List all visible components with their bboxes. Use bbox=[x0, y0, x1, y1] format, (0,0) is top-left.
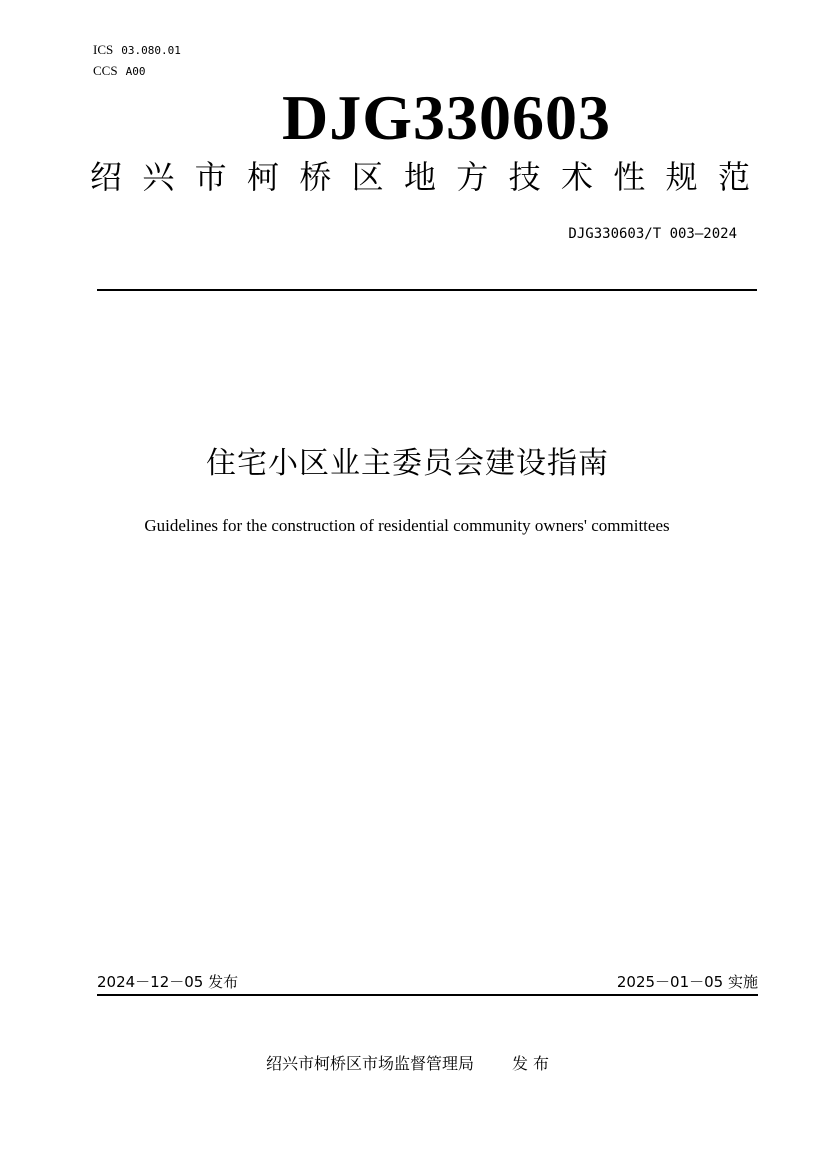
spec-type-char: 地 bbox=[403, 158, 436, 196]
ccs-label: CCS bbox=[93, 63, 118, 78]
standard-number: DJG330603/T 003—2024 bbox=[568, 226, 737, 242]
spec-type-char: 技 bbox=[508, 158, 541, 196]
ics-row bbox=[93, 40, 181, 61]
spec-type-char: 兴 bbox=[142, 158, 175, 196]
issuer-line bbox=[0, 1052, 815, 1076]
spec-type-char: 术 bbox=[560, 158, 593, 196]
specification-type-title bbox=[90, 155, 750, 199]
implement-date: 2025－01－05 实施 bbox=[616, 973, 758, 991]
bottom-divider bbox=[97, 994, 758, 996]
issue-word: 发 布 bbox=[511, 1054, 550, 1073]
publish-date: 2024－12－05 发布 bbox=[97, 973, 239, 991]
ccs-value: A00 bbox=[125, 65, 146, 78]
document-code: DJG330603 bbox=[282, 82, 611, 153]
ics-label: ICS bbox=[93, 42, 114, 57]
spec-type-char: 桥 bbox=[299, 158, 332, 196]
top-divider bbox=[97, 289, 757, 291]
document-title-en: Guidelines for the construction of residential community owners' committees bbox=[144, 516, 670, 535]
spec-type-char: 方 bbox=[456, 158, 489, 196]
spec-type-char: 性 bbox=[613, 158, 646, 196]
spec-type-char: 柯 bbox=[246, 158, 279, 196]
ccs-row bbox=[93, 61, 181, 82]
classification-block bbox=[93, 40, 181, 82]
ics-value: 03.080.01 bbox=[121, 44, 181, 57]
spec-type-char: 绍 bbox=[90, 158, 123, 196]
document-title-zh: 住宅小区业主委员会建设指南 bbox=[206, 446, 609, 481]
spec-type-char: 市 bbox=[194, 158, 227, 196]
spec-type-char: 规 bbox=[665, 158, 698, 196]
issuer-name: 绍兴市柯桥区市场监督管理局 bbox=[265, 1054, 474, 1073]
spec-type-char: 区 bbox=[351, 158, 384, 196]
spec-type-char: 范 bbox=[717, 158, 750, 196]
